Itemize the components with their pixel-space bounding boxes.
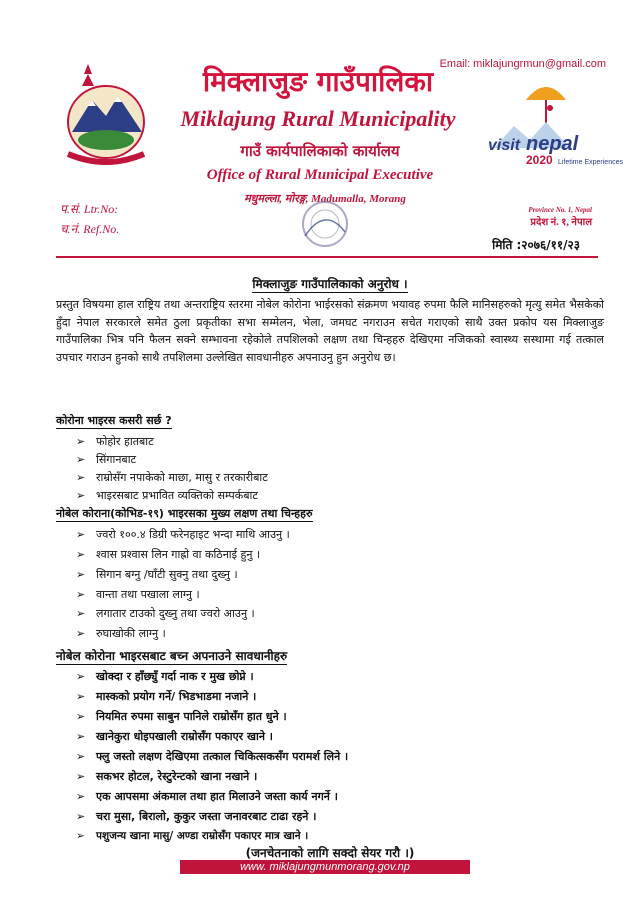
province-info <box>528 206 592 228</box>
list-item-text: ज्वरो १००.४ डिग्री फरेनहाइट भन्दा माथि आउनु । <box>96 528 290 541</box>
list-item-text: राम्रोसँग नपाकेको माछा, मासु र तरकारीबाट <box>96 471 268 484</box>
section-title-spread-text: कोरोना भाइरस कसरी सर्छ ? <box>56 414 172 427</box>
footer-note: (जनचेतनाको लागि सक्दो सेयर गरौ ।) <box>245 846 415 860</box>
list-item <box>76 669 254 684</box>
arrow-bullet-icon: ➢ <box>76 770 86 783</box>
list-item-text: पशुजन्य खाना मासु/ अण्डा राम्रोसँग पकाएर मात्र खाने । <box>96 830 309 842</box>
visit-nepal-2020-logo <box>486 70 623 170</box>
arrow-bullet-icon: ➢ <box>76 435 86 448</box>
nepal-word: nepal <box>526 133 579 155</box>
section-title-spread <box>56 413 172 428</box>
notice-paragraph: प्रस्तुत विषयमा हाल राष्ट्रिय तथा अन्तराष्ट्रिय स्तरमा नोबेल कोरोना भाईरसको संक्रमण भयावह रुपमा फैलि मानिसहरुको मृत्यु समेत भैसकेको हुँदा नेपाल सरकारले समेत ठुला प्रकृतीका सभा सम्मेलन, भेला, जमघट नगराउन सचेत गराएको साथै उक्त प्रकोप यस मिक्लाजुङ गाउँपालिका भित्र पनि फैलन सक्ने सम्भावना रहेकोले तपशिलको लक्षण तथा चिन्हहरु देखिएमा नजिकको स्वास्थ्य सस्थामा गई तत्काल उपचार गराउन हुनको साथै तपशिलमा उल्लेखित सावधानीहरु अपनाउनु हुन अनुरोध छ। <box>56 298 604 364</box>
arrow-bullet-icon: ➢ <box>76 453 86 466</box>
list-item <box>76 527 290 542</box>
arrow-bullet-icon: ➢ <box>76 528 86 541</box>
list-item <box>76 488 258 503</box>
list-item <box>76 434 154 449</box>
arrow-bullet-icon: ➢ <box>76 607 86 620</box>
list-item <box>76 689 256 704</box>
arrow-bullet-icon: ➢ <box>76 750 86 763</box>
arrow-bullet-icon: ➢ <box>76 627 86 640</box>
list-item <box>76 749 348 764</box>
letter-number-label: प.सं. Ltr.No: <box>60 202 119 216</box>
list-item <box>76 587 200 602</box>
list-item <box>76 567 238 582</box>
email-address: Email: miklajungrmun@gmail.com <box>439 58 606 70</box>
list-item-text: रुघाखोकी लाग्नु । <box>96 627 166 640</box>
list-item-text: वान्ता तथा पखाला लाग्नु । <box>96 588 200 601</box>
arrow-bullet-icon: ➢ <box>76 471 86 484</box>
arrow-bullet-icon: ➢ <box>76 568 86 581</box>
office-name-english: Office of Rural Municipal Executive <box>206 167 434 183</box>
section-title-precautions-text: नोबेल कोरोना भाइरसबाट बच्न अपनाउने सावधानीहरु <box>56 649 288 663</box>
footer-website: www. miklajungmunmorang.gov.np <box>180 860 470 874</box>
municipality-name-english: Miklajung Rural Municipality <box>180 106 456 131</box>
list-item <box>76 547 260 562</box>
list-item <box>76 789 338 804</box>
list-item-text: सिंगानबाट <box>96 453 137 466</box>
reference-number-label: च.नं. Ref.No. <box>60 222 120 236</box>
list-item <box>76 470 268 485</box>
section-title-symptoms <box>56 506 313 521</box>
list-item <box>76 626 166 641</box>
list-item-text: एक आपसमा अंकमाल तथा हात मिलाउने जस्ता कार्य नगर्ने । <box>96 790 338 803</box>
section-title-symptoms-text: नोबेल कोराना(कोभिड-१९) भाइरसका मुख्य लक्षण तथा चिन्हहरु <box>56 507 313 520</box>
letter-date: मिति :२०७६/११/२३ <box>492 238 580 252</box>
list-item-text: फोहोर हातबाट <box>96 435 154 448</box>
visit-tagline: Lifetime Experiences <box>558 159 623 166</box>
visit-word: visit <box>488 137 521 154</box>
list-item <box>76 709 287 724</box>
list-item-text: फ्लु जस्तो लक्षण देखिएमा तत्काल चिकित्सकसँग परामर्श लिने । <box>96 750 349 763</box>
list-item-text: खानेकुरा धोइपखाली राम्रोसँग पकाएर खाने । <box>96 730 273 743</box>
list-item-text: लगातार टाउको दुख्नु तथा ज्वरो आउनु । <box>96 607 255 620</box>
visit-year: 2020 <box>526 153 553 167</box>
office-address: मधुमल्ला, मोरङ्ग, Madumalla, Morang <box>244 193 406 205</box>
province-english: Province No. 1, Nepal <box>528 206 592 214</box>
list-item-text: मास्कको प्रयोग गर्ने/ भिडभाडमा नजाने । <box>96 690 257 703</box>
section-title-precautions <box>56 647 287 664</box>
list-item-text: सिगान बग्नु /घाँटी सुक्नु तथा दुख्नु । <box>96 568 238 581</box>
list-item <box>76 452 136 467</box>
list-item-text: चरा मुसा, बिरालो, कुकुर जस्ता जनावरबाट टाढा रहने । <box>96 810 317 823</box>
list-item-text: खोक्दा र हाँछ्युँ गर्दा नाक र मुख छोप्ने । <box>96 670 254 683</box>
arrow-bullet-icon: ➢ <box>76 588 86 601</box>
arrow-bullet-icon: ➢ <box>76 730 86 743</box>
arrow-bullet-icon: ➢ <box>76 710 86 723</box>
province-nepali: प्रदेश नं. १, नेपाल <box>530 217 592 228</box>
list-item-text: सकभर होटल, रेस्टुरेन्टको खाना नखाने । <box>96 770 258 783</box>
list-item <box>76 829 308 843</box>
office-stamp <box>285 196 365 256</box>
arrow-bullet-icon: ➢ <box>76 548 86 561</box>
list-item-text: नियमित रुपमा साबुन पानिले राम्रोसँग हात धुने । <box>96 710 287 723</box>
list-item <box>76 729 273 744</box>
list-item <box>76 769 257 784</box>
notice-heading <box>160 275 500 292</box>
office-name-nepali: गाउँ कार्यपालिकाको कार्यालय <box>240 142 400 160</box>
nepal-emblem-logo <box>58 60 154 170</box>
arrow-bullet-icon: ➢ <box>76 690 86 703</box>
list-item-text: भाइरसबाट प्रभावित व्यक्तिको सम्पर्कबाट <box>96 489 258 502</box>
arrow-bullet-icon: ➢ <box>76 489 86 502</box>
list-item-text: श्वास प्रश्वास लिन गाह्रो वा कठिनाई हुनु । <box>96 548 261 561</box>
arrow-bullet-icon: ➢ <box>76 830 85 842</box>
header-divider <box>56 256 598 258</box>
arrow-bullet-icon: ➢ <box>76 790 86 803</box>
list-item <box>76 809 316 824</box>
arrow-bullet-icon: ➢ <box>76 810 86 823</box>
arrow-bullet-icon: ➢ <box>76 670 86 683</box>
municipality-name-nepali: मिक्लाजुङ गाउँपालिका <box>202 65 434 98</box>
list-item <box>76 606 255 621</box>
notice-heading-text: मिक्लाजुङ गाउँपालिकाको अनुरोध । <box>252 277 408 291</box>
